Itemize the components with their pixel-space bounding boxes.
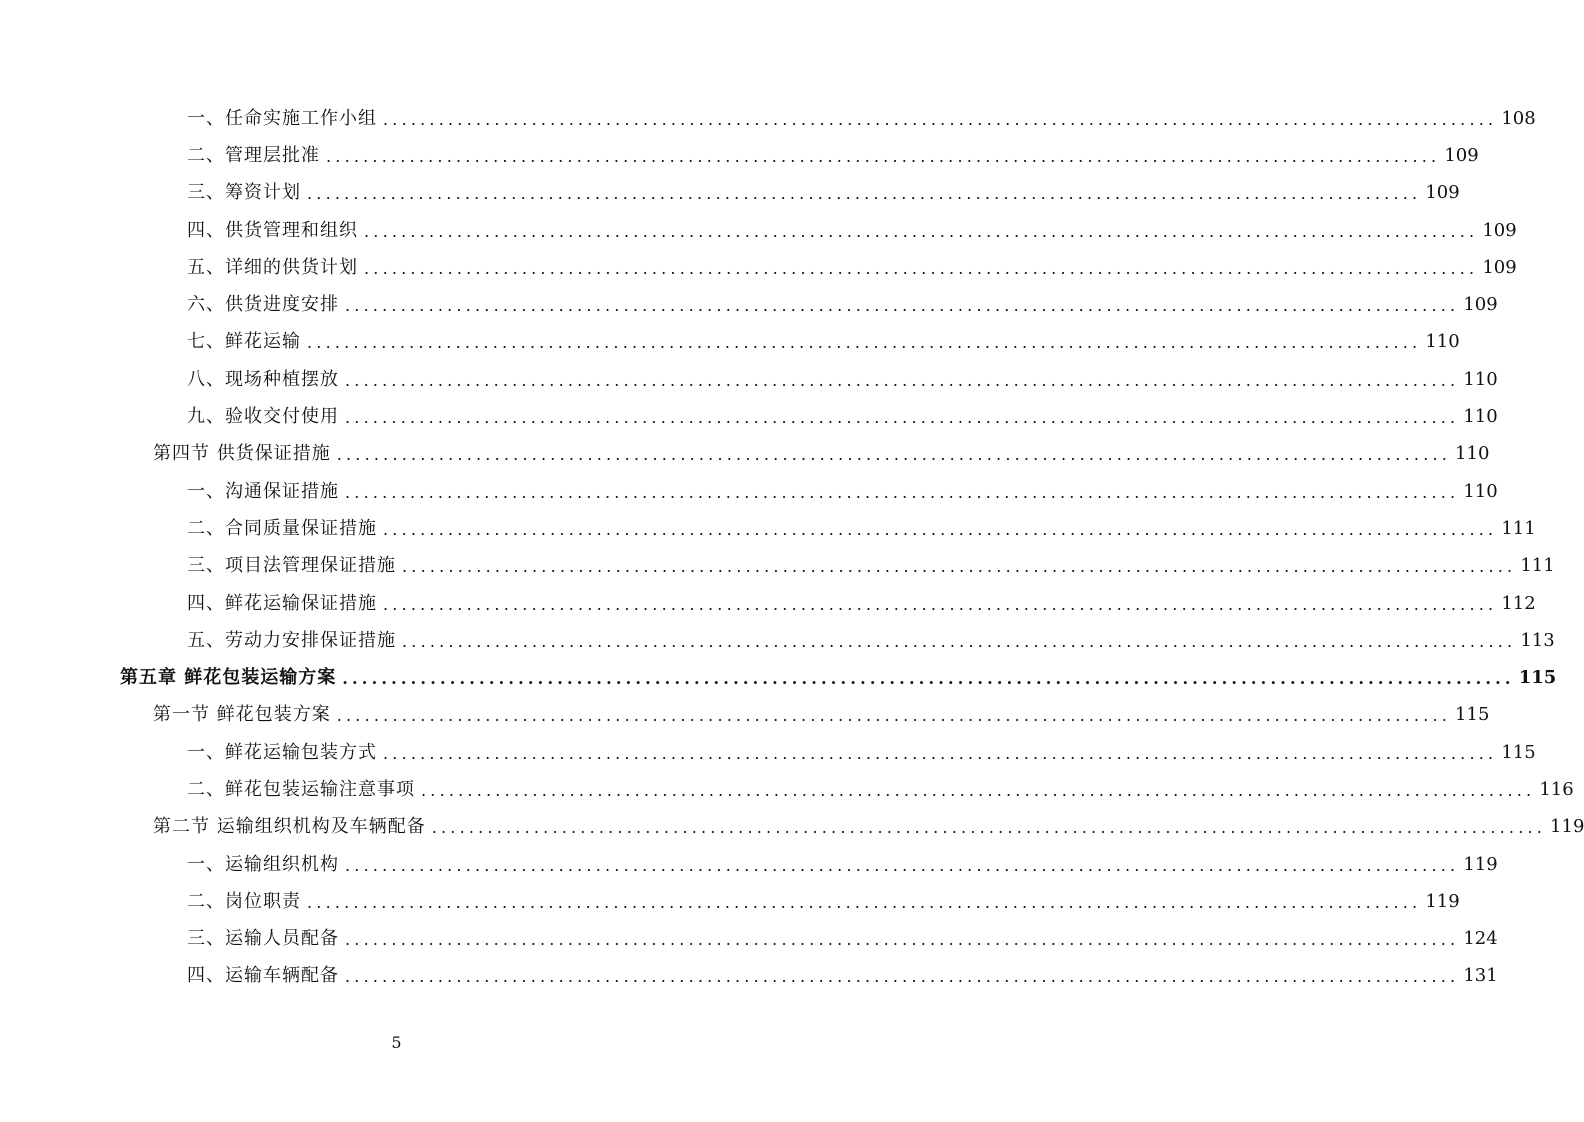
toc-entry-item[interactable] [0,473,1498,510]
toc-dot-leader: ........................................................................................................................ [345,408,1460,428]
toc-entry-item[interactable] [0,622,1555,659]
toc-dot-leader: ........................................................................................................................ [402,557,1517,577]
toc-entry-title: 三、筹资计划 [187,182,301,204]
toc-entry-page-number: 109 [1425,182,1460,204]
toc-entry-title: 六、供货进度安排 [187,294,339,316]
toc-entry-title: 五、劳动力安排保证措施 [187,629,396,651]
toc-entry-title: 一、沟通保证措施 [187,480,339,502]
toc-entry-section[interactable] [0,809,1584,846]
toc-entry-page-number: 111 [1520,555,1555,577]
toc-entry-page-number: 115 [1501,741,1536,763]
toc-entry-item[interactable] [0,734,1536,771]
toc-entry-page-number: 110 [1455,443,1490,465]
toc-entry-page-number: 119 [1550,816,1584,838]
toc-entry-title: 四、供货管理和组织 [187,219,358,241]
toc-dot-leader: ........................................................................................................................ [402,631,1517,651]
toc-entry-title: 七、鲜花运输 [187,331,301,353]
toc-entry-page-number: 108 [1501,107,1536,129]
toc-entry-item[interactable] [0,212,1517,249]
toc-entry-title: 四、运输车辆配备 [187,965,339,987]
toc-dot-leader: ........................................................................................................................ [307,184,1422,204]
toc-dot-leader: ........................................................................................................................ [336,445,1452,465]
toc-entry-page-number: 109 [1482,256,1517,278]
toc-entry-title: 第二节 运输组织机构及车辆配备 [153,816,426,838]
table-of-contents [0,100,1584,995]
toc-dot-leader: ........................................................................................................................ [345,370,1460,390]
toc-entry-item[interactable] [0,249,1517,286]
toc-entry-page-number: 109 [1482,219,1517,241]
toc-dot-leader: ........................................................................................................................ [336,706,1452,726]
toc-dot-leader: ........................................................................................................................ [364,221,1479,241]
toc-entry-title: 一、运输组织机构 [187,853,339,875]
toc-entry-title: 八、现场种植摆放 [187,368,339,390]
toc-entry-section[interactable] [0,697,1490,734]
toc-entry-page-number: 111 [1501,517,1536,539]
toc-entry-item[interactable] [0,846,1498,883]
toc-entry-title: 二、合同质量保证措施 [187,517,377,539]
toc-dot-leader: ........................................................................................................................ [307,892,1422,912]
toc-dot-leader: ........................................................................................................................ [383,109,1498,129]
toc-entry-title: 三、项目法管理保证措施 [187,555,396,577]
toc-dot-leader: ........................................................................................................................ [383,594,1498,614]
toc-entry-page-number: 109 [1444,144,1479,166]
toc-dot-leader: ........................................................................................................................ [345,930,1460,950]
toc-entry-title: 第一节 鲜花包装方案 [153,704,331,726]
toc-entry-item[interactable] [0,137,1479,174]
toc-dot-leader: ........................................................................................................................ [342,669,1515,689]
toc-dot-leader: ........................................................................................................................ [307,333,1422,353]
toc-entry-item[interactable] [0,398,1498,435]
toc-dot-leader: ........................................................................................................................ [345,855,1460,875]
toc-entry-item[interactable] [0,175,1460,212]
toc-entry-item[interactable] [0,286,1498,323]
toc-entry-page-number: 112 [1501,592,1536,614]
toc-entry-page-number: 110 [1463,480,1498,502]
toc-entry-section[interactable] [0,436,1490,473]
toc-entry-page-number: 115 [1518,667,1557,689]
toc-entry-item[interactable] [0,100,1536,137]
toc-entry-item[interactable] [0,883,1460,920]
toc-entry-item[interactable] [0,958,1498,995]
toc-dot-leader: ........................................................................................................................ [326,146,1441,166]
toc-entry-page-number: 131 [1463,965,1498,987]
toc-dot-leader: ........................................................................................................................ [345,296,1460,316]
toc-dot-leader: ........................................................................................................................ [421,780,1536,800]
toc-entry-page-number: 124 [1463,928,1498,950]
toc-entry-title: 二、鲜花包装运输注意事项 [187,778,415,800]
toc-entry-chapter[interactable] [0,659,1557,696]
toc-entry-page-number: 115 [1455,704,1490,726]
toc-dot-leader: ........................................................................................................................ [364,258,1479,278]
toc-entry-item[interactable] [0,585,1536,622]
toc-entry-title: 九、验收交付使用 [187,406,339,428]
toc-entry-title: 三、运输人员配备 [187,928,339,950]
toc-entry-page-number: 116 [1539,778,1574,800]
toc-entry-page-number: 119 [1425,890,1460,912]
toc-entry-item[interactable] [0,361,1498,398]
toc-entry-page-number: 110 [1425,331,1460,353]
toc-entry-page-number: 119 [1463,853,1498,875]
toc-dot-leader: ........................................................................................................................ [345,967,1460,987]
toc-entry-item[interactable] [0,324,1460,361]
toc-entry-title: 四、鲜花运输保证措施 [187,592,377,614]
toc-entry-page-number: 109 [1463,294,1498,316]
toc-entry-page-number: 110 [1463,368,1498,390]
toc-entry-page-number: 110 [1463,406,1498,428]
toc-entry-title: 二、岗位职责 [187,890,301,912]
toc-entry-title: 五、详细的供货计划 [187,256,358,278]
toc-entry-title: 二、管理层批准 [187,144,320,166]
toc-entry-title: 一、鲜花运输包装方式 [187,741,377,763]
toc-dot-leader: ........................................................................................................................ [345,482,1460,502]
toc-dot-leader: ........................................................................................................................ [383,519,1498,539]
toc-entry-title: 一、任命实施工作小组 [187,107,377,129]
toc-entry-item[interactable] [0,921,1498,958]
toc-entry-page-number: 113 [1520,629,1555,651]
toc-entry-title: 第四节 供货保证措施 [153,443,331,465]
toc-entry-item[interactable] [0,548,1555,585]
toc-entry-title: 第五章 鲜花包装运输方案 [120,667,337,689]
toc-dot-leader: ........................................................................................................................ [383,743,1498,763]
toc-dot-leader: ........................................................................................................................ [431,818,1547,838]
page-number: 5 [391,1033,402,1052]
toc-entry-item[interactable] [0,510,1536,547]
toc-entry-item[interactable] [0,771,1574,808]
